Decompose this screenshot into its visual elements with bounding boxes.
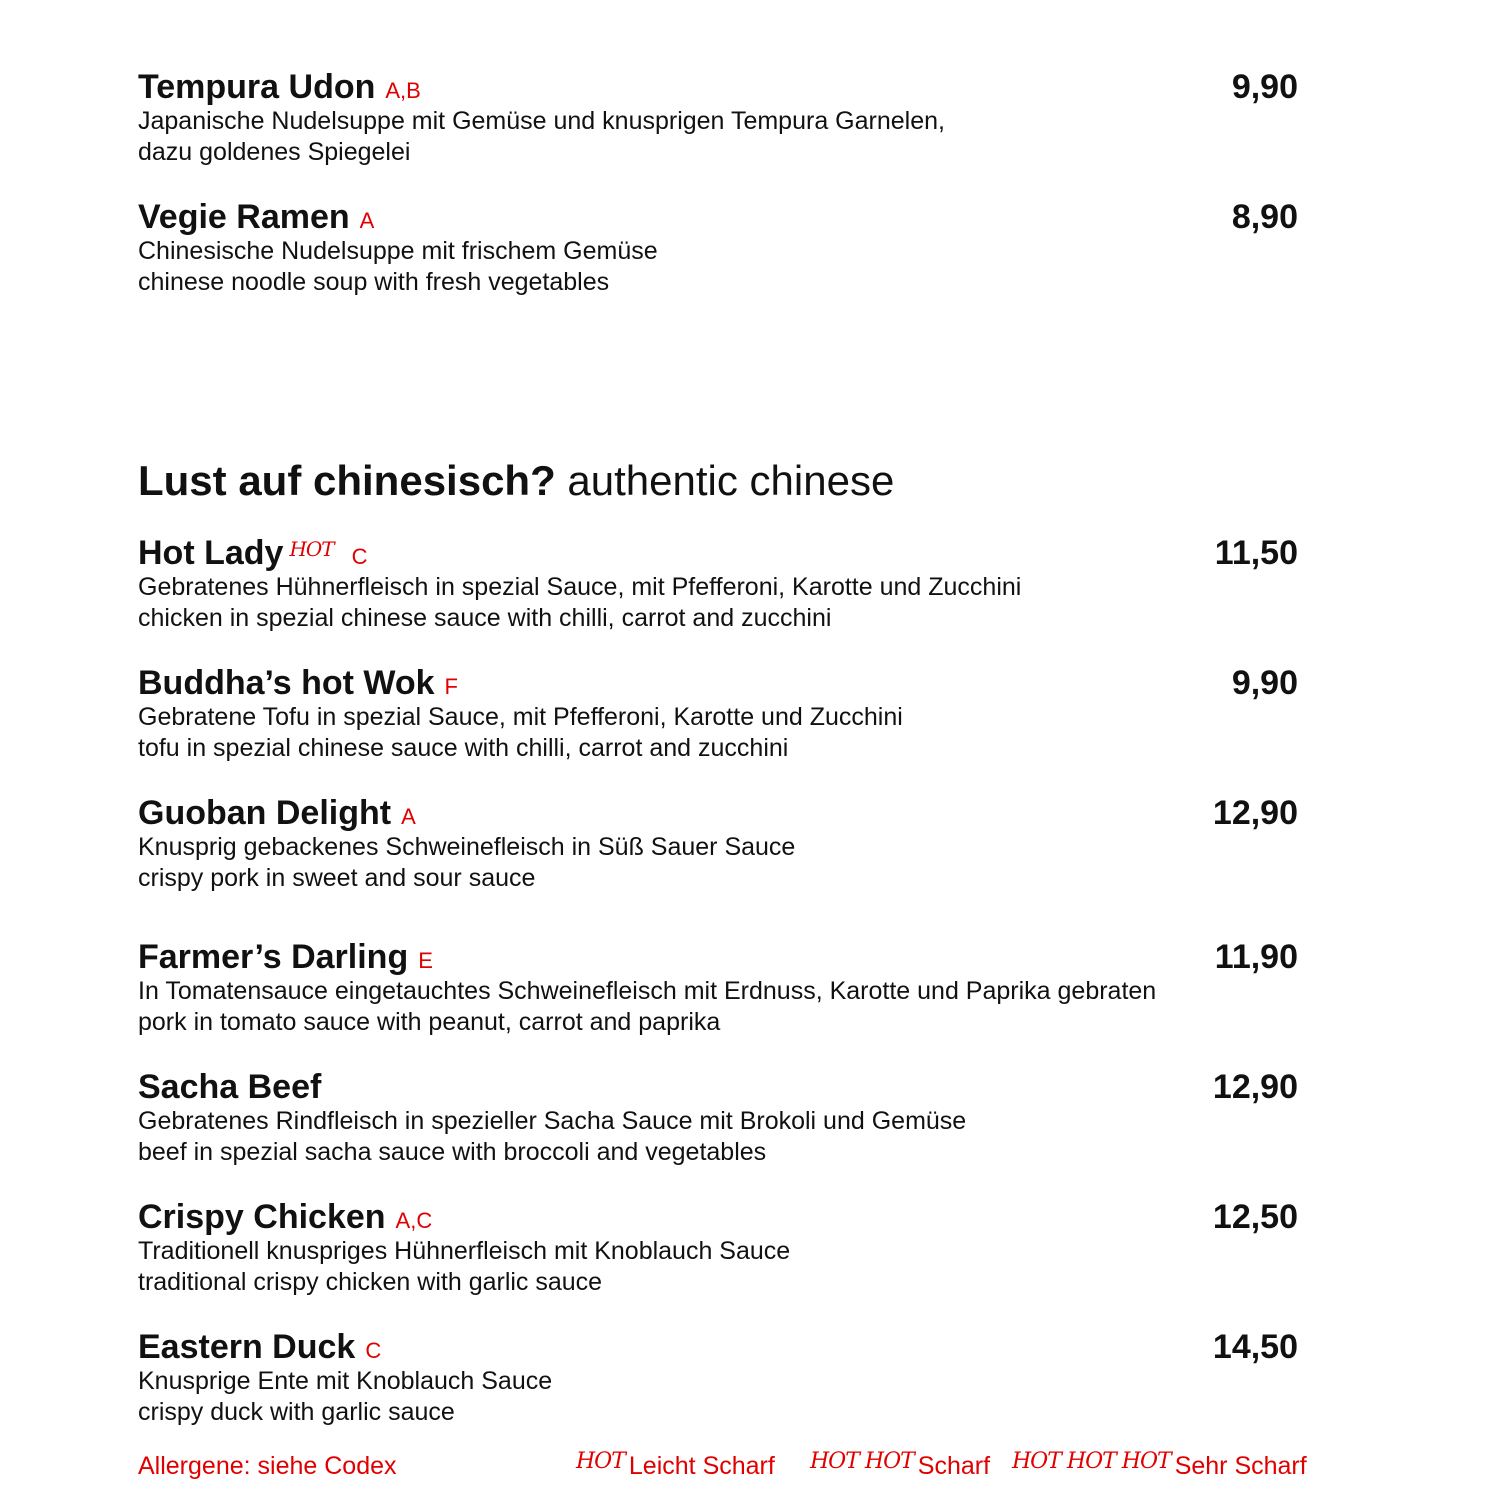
item-desc-en: crispy duck with garlic sauce xyxy=(138,1398,455,1426)
allergen-note: Allergene: siehe Codex xyxy=(138,1452,397,1480)
item-price: 12,50 xyxy=(1212,1198,1298,1236)
item-desc-en: tofu in spezial chinese sauce with chilli, carrot and zucchini xyxy=(138,734,789,762)
item-name: Tempura Udon xyxy=(138,68,376,106)
item-allergens: A xyxy=(359,208,375,233)
legend-mild xyxy=(576,1449,775,1488)
item-allergens: F xyxy=(444,674,458,699)
item-price: 9,90 xyxy=(1231,68,1298,106)
legend-hot-label: Scharf xyxy=(917,1452,991,1480)
item-desc-de: Gebratene Tofu in spezial Sauce, mit Pfefferoni, Karotte und Zucchini xyxy=(138,703,903,731)
item-allergens: A,C xyxy=(395,1208,433,1233)
item-desc-en: chinese noodle soup with fresh vegetables xyxy=(138,268,610,296)
menu-item-buddhas-hot-wok xyxy=(138,664,1298,764)
legend-very-hot xyxy=(1012,1449,1307,1488)
item-allergens: C xyxy=(365,1338,382,1363)
item-desc-2: dazu goldenes Spiegelei xyxy=(138,138,411,166)
item-name: Eastern Duck xyxy=(138,1328,356,1366)
legend-very-hot-label: Sehr Scharf xyxy=(1174,1452,1307,1480)
item-name: Sacha Beef xyxy=(138,1068,322,1106)
item-desc-en: chicken in spezial chinese sauce with chilli, carrot and zucchini xyxy=(138,604,832,632)
menu-item-sacha-beef xyxy=(138,1068,1298,1168)
item-desc-de: Traditionell knuspriges Hühnerfleisch mit Knoblauch Sauce xyxy=(138,1237,791,1265)
menu-item-farmers-darling xyxy=(138,938,1298,1038)
section-title xyxy=(138,456,894,506)
legend-mild-label: Leicht Scharf xyxy=(628,1452,775,1480)
item-name: Guoban Delight xyxy=(138,794,392,832)
section-title-bold: Lust auf chinesisch? xyxy=(138,457,556,504)
item-price: 8,90 xyxy=(1231,198,1298,236)
item-price: 9,90 xyxy=(1231,664,1298,702)
item-price: 11,90 xyxy=(1214,938,1298,976)
item-allergens: A xyxy=(401,804,416,829)
item-desc-en: crispy pork in sweet and sour sauce xyxy=(138,864,536,892)
item-desc-en: pork in tomato sauce with peanut, carrot and paprika xyxy=(138,1008,721,1036)
item-name: Crispy Chicken xyxy=(138,1198,386,1236)
item-desc-de: Japanische Nudelsuppe mit Gemüse und knusprigen Tempura Garnelen, xyxy=(138,107,945,135)
menu-item-guoban-delight xyxy=(138,794,1298,894)
menu-item-crispy-chicken xyxy=(138,1198,1298,1298)
menu-item-hot-lady xyxy=(138,534,1298,634)
item-price: 12,90 xyxy=(1212,1068,1298,1106)
item-desc-de: Chinesische Nudelsuppe mit frischem Gemüse xyxy=(138,237,658,265)
item-desc-de: In Tomatensauce eingetauchtes Schweinefleisch mit Erdnuss, Karotte und Paprika gebraten xyxy=(138,977,1157,1005)
item-desc-de: Knusprige Ente mit Knoblauch Sauce xyxy=(138,1367,553,1395)
legend-hot xyxy=(810,1449,991,1488)
menu-item-vegie-ramen xyxy=(138,198,1298,298)
section-title-rest: authentic chinese xyxy=(555,457,895,504)
item-desc-en: beef in spezial sacha sauce with broccoli and vegetables xyxy=(138,1138,767,1166)
item-price: 14,50 xyxy=(1212,1328,1298,1366)
menu-item-tempura-udon xyxy=(138,68,1298,168)
item-name: Farmer’s Darling xyxy=(138,938,409,976)
item-desc-en: traditional crispy chicken with garlic sauce xyxy=(138,1268,603,1296)
hot-chili-icon: HOT xyxy=(289,537,334,561)
item-allergens: E xyxy=(418,948,433,973)
item-price: 12,90 xyxy=(1212,794,1298,832)
item-name: Hot Lady xyxy=(138,534,284,572)
item-price: 11,50 xyxy=(1214,534,1298,572)
menu-item-eastern-duck xyxy=(138,1328,1298,1428)
item-desc-de: Gebratenes Rindfleisch in spezieller Sacha Sauce mit Brokoli und Gemüse xyxy=(138,1107,967,1135)
hot-chili-icon: HOT xyxy=(576,1449,625,1474)
item-name: Vegie Ramen xyxy=(138,198,350,236)
item-name: Buddha’s hot Wok xyxy=(138,664,435,702)
item-allergens: C xyxy=(351,544,368,569)
item-desc-de: Gebratenes Hühnerfleisch in spezial Sauce, mit Pfefferoni, Karotte und Zucchini xyxy=(138,573,1022,601)
item-desc-de: Knusprig gebackenes Schweinefleisch in Süß Sauer Sauce xyxy=(138,833,796,861)
hot-chili-icon: HOT HOT HOT xyxy=(1012,1449,1171,1474)
hot-chili-icon: HOT HOT xyxy=(810,1449,914,1474)
item-allergens: A,B xyxy=(385,78,421,103)
